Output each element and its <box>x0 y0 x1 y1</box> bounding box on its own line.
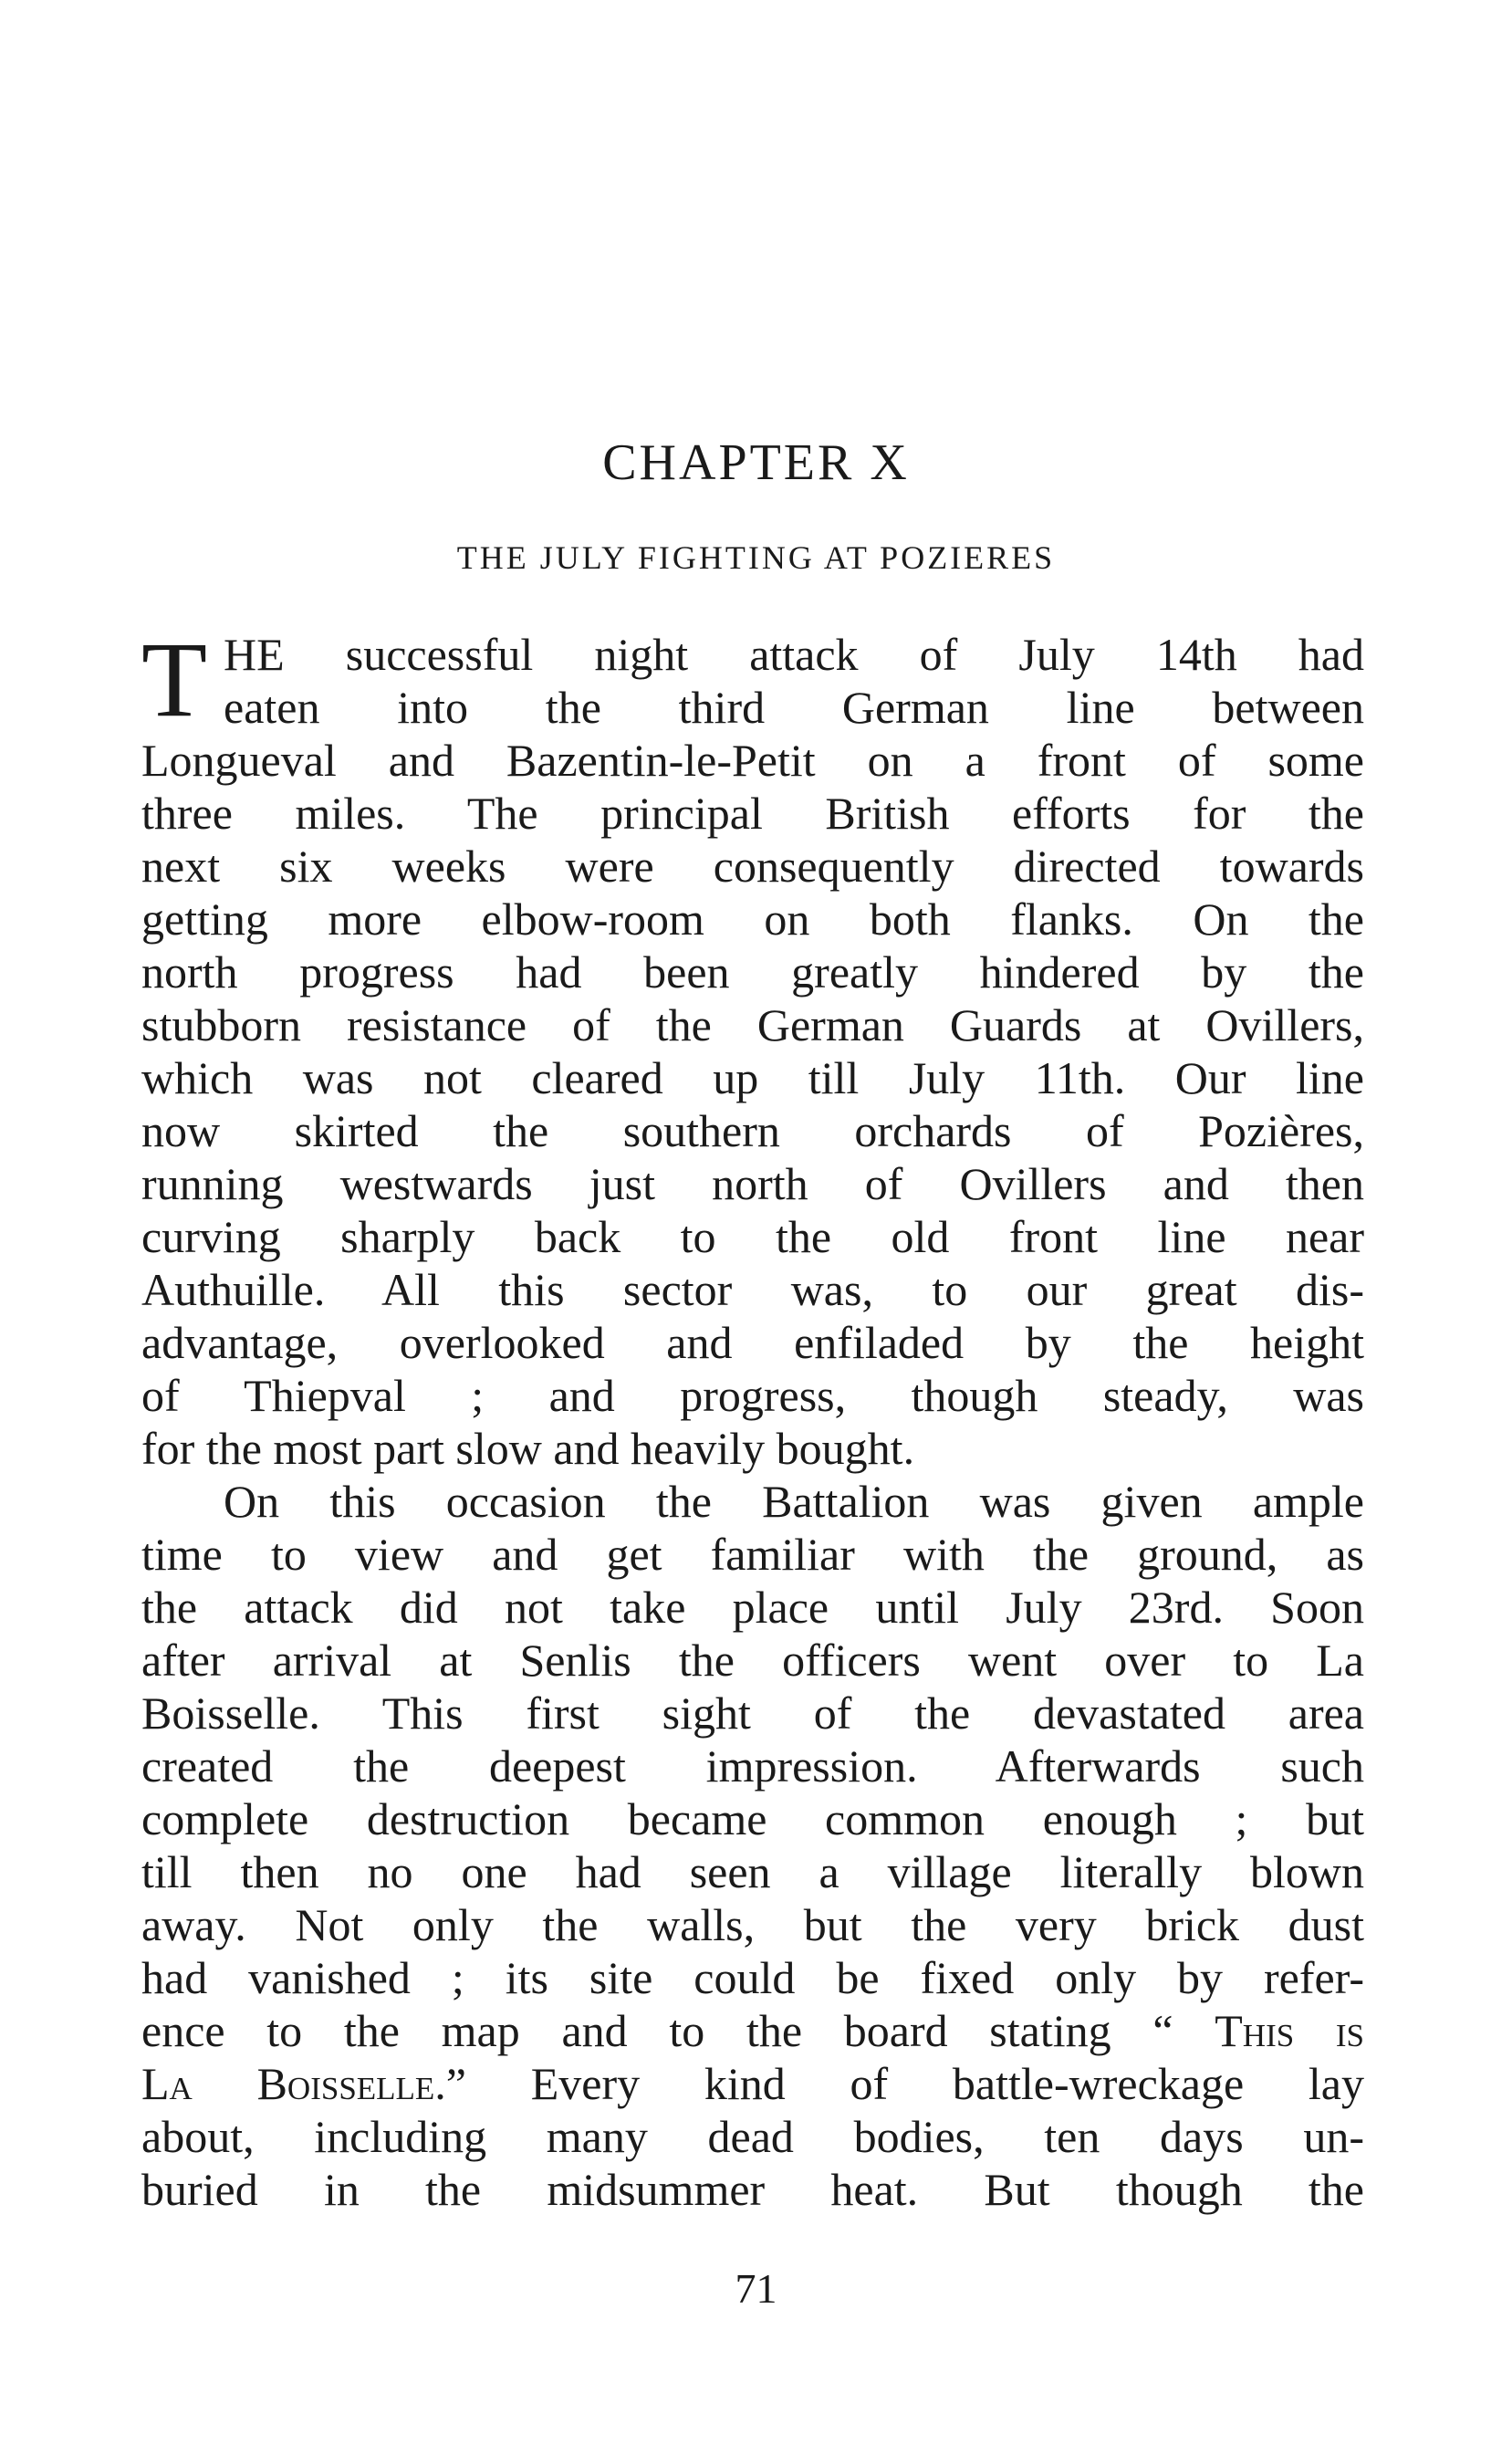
text-line: which was not cleared up till July 11th. Our line <box>141 1052 1364 1103</box>
text-fragment: ” Every kind of battle-wreckage lay <box>445 2058 1364 2109</box>
body-text <box>141 620 1365 2216</box>
text-line: till then no one had seen a village literally blown <box>141 1846 1364 1897</box>
chapter-title: CHAPTER X <box>602 434 910 491</box>
text-line: north progress had been greatly hindered by the <box>141 946 1364 998</box>
text-line: Boisselle. This first sight of the devastated area <box>141 1687 1364 1739</box>
text-line-with-sign <box>141 2004 1364 2057</box>
text-line: of Thiepval ; and progress, though steady, was <box>141 1370 1364 1421</box>
board-sign-text: This is <box>1215 2005 1365 2056</box>
text-line: buried in the midsummer heat. But though the <box>141 2164 1364 2215</box>
text-line: Longueval and Bazentin-le-Petit on a front of some <box>141 735 1364 786</box>
text-fragment: ence to the map and to the board stating “ <box>141 2005 1173 2056</box>
page-number: 71 <box>735 2265 777 2312</box>
text-line: complete destruction became common enough ; but <box>141 1793 1364 1844</box>
text-line: had vanished ; its site could be fixed only by refer- <box>141 1952 1364 2003</box>
text-line: created the deepest impression. Afterwards such <box>141 1740 1364 1792</box>
text-line: three miles. The principal British efforts for the <box>141 788 1364 839</box>
text-line: time to view and get familiar with the ground, as <box>141 1529 1364 1580</box>
board-sign-text: La Boisselle. <box>141 2058 446 2109</box>
text-line: after arrival at Senlis the officers went over to La <box>141 1635 1364 1686</box>
text-line: stubborn resistance of the German Guards at Ovillers, <box>141 999 1364 1050</box>
text-line: next six weeks were consequently directed towards <box>141 841 1364 892</box>
chapter-subtitle: THE JULY FIGHTING AT POZIERES <box>456 539 1056 576</box>
text-line: about, including many dead bodies, ten days un- <box>141 2111 1364 2162</box>
text-line: getting more elbow-room on both flanks. On the <box>141 893 1364 945</box>
text-line: HE successful night attack of July 14th had <box>224 629 1364 680</box>
text-line-with-sign <box>141 2057 1364 2110</box>
text-line: now skirted the southern orchards of Pozières, <box>141 1105 1364 1156</box>
text-line: the attack did not take place until July 23rd. Soon <box>141 1582 1364 1633</box>
text-line: eaten into the third German line between <box>224 682 1364 733</box>
text-line: advantage, overlooked and enfiladed by the height <box>141 1317 1364 1368</box>
text-line: running westwards just north of Ovillers and then <box>141 1158 1364 1209</box>
text-line: away. Not only the walls, but the very brick dust <box>141 1899 1364 1950</box>
text-line: On this occasion the Battalion was given ample <box>224 1476 1364 1527</box>
drop-cap: T <box>141 620 208 739</box>
text-line: Authuille. All this sector was, to our great dis- <box>141 1264 1364 1315</box>
text-line: curving sharply back to the old front line near <box>141 1211 1364 1262</box>
text-line: for the most part slow and heavily bought. <box>141 1423 915 1474</box>
